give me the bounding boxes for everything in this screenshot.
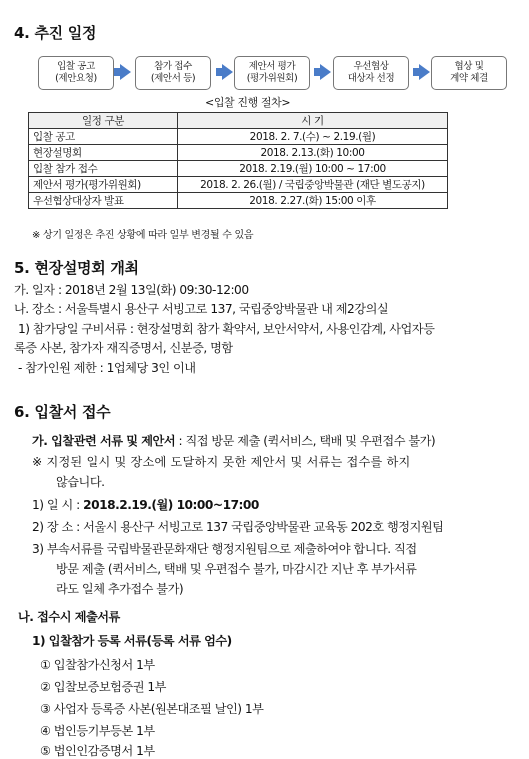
flow-step-3-line2: (평가위원회) — [246, 73, 298, 84]
schedule-table — [28, 112, 448, 209]
section6-item3-line3: 라도 일체 추가접수 불가) — [56, 582, 184, 596]
document-item: ⑤ 법인인감증명서 1부 — [40, 744, 155, 758]
table-cell: 2018. 2. 7.(수) ~ 2.19.(월) — [178, 129, 448, 145]
section6-sub1-title: 1) 입찰참가 등록 서류(등록 서류 엄수) — [32, 634, 232, 648]
table-cell: 2018. 2. 26.(월) / 국립중앙박물관 (재단 별도공지) — [178, 177, 448, 193]
section6-warning-line2: 않습니다. — [56, 475, 105, 489]
flow-step-2 — [135, 56, 211, 90]
table-row — [29, 161, 448, 177]
section6-ga-heading: 가. 입찰관련 서류 및 제안서 — [32, 434, 176, 448]
table-cell: 우선협상대상자 발표 — [29, 193, 178, 209]
table-row — [29, 129, 448, 145]
flow-step-5 — [431, 56, 507, 90]
table-cell: 2018. 2.19.(월) 10:00 ~ 17:00 — [178, 161, 448, 177]
table-cell: 2018. 2.27.(화) 15:00 이후 — [178, 193, 448, 209]
schedule-note: ※ 상기 일정은 추진 상황에 따라 일부 변경될 수 있음 — [32, 230, 254, 241]
document-item: ② 입찰보증보험증권 1부 — [40, 680, 166, 694]
document-item: ③ 사업자 등록증 사본(원본대조필 날인) 1부 — [40, 702, 264, 716]
flow-step-1-line2: (제안요청) — [55, 73, 97, 84]
flow-arrow-icon — [419, 64, 430, 80]
table-header-row — [29, 113, 448, 129]
section5-line: 록증 사본, 참가자 재직증명서, 신분증, 명함 — [14, 341, 233, 355]
table-cell: 입찰 공고 — [29, 129, 178, 145]
flow-step-4-line2: 대상자 선정 — [347, 73, 395, 84]
section5-line: - 참가인원 제한 : 1업체당 3인 이내 — [18, 361, 196, 375]
table-cell: 입찰 참가 접수 — [29, 161, 178, 177]
section4-title: 4. 추진 일정 — [14, 24, 97, 42]
document-item: ④ 법인등기부등본 1부 — [40, 724, 155, 738]
section5-line: 1) 참가당일 구비서류 : 현장설명회 참가 확약서, 보안서약서, 사용인감계, 사업자등 — [18, 322, 435, 336]
flow-step-5-line2: 계약 체결 — [450, 73, 488, 84]
section6-item2: 2) 장 소 : 서울시 용산구 서빙고로 137 국립중앙박물관 교육동 202호 행정지원팀 — [32, 520, 444, 534]
flow-arrow-icon — [222, 64, 233, 80]
flow-step-2-line2: (제안서 등) — [150, 73, 196, 84]
flow-step-3-line1: 제안서 평가 — [248, 61, 296, 72]
table-header-cell: 일정 구분 — [29, 113, 178, 129]
section6-item1 — [32, 496, 259, 513]
flow-step-2-line1: 참가 접수 — [154, 61, 192, 72]
flow-step-1 — [38, 56, 114, 90]
flow-caption: <입찰 진행 절차> — [205, 96, 291, 109]
section6-ga — [32, 432, 435, 449]
table-cell: 2018. 2.13.(화) 10:00 — [178, 145, 448, 161]
flow-step-5-line1: 협상 및 — [454, 61, 484, 72]
section6-title: 6. 입찰서 접수 — [14, 403, 111, 421]
flow-step-3 — [234, 56, 310, 90]
table-row — [29, 145, 448, 161]
flow-step-1-line1: 입찰 공고 — [57, 61, 95, 72]
section6-item3-line1: 3) 부속서류를 국립박물관문화재단 행정지원팀으로 제출하여야 합니다. 직접 — [32, 542, 417, 556]
section6-na-title: 나. 접수시 제출서류 — [18, 610, 120, 624]
section6-item3-line2: 방문 제출 (퀵서비스, 택배 및 우편접수 불가, 마감시간 지난 후 부가서류 — [56, 562, 417, 576]
section5-line: 가. 일자 : 2018년 2월 13일(화) 09:30-12:00 — [14, 283, 249, 297]
flow-arrow-icon — [320, 64, 331, 80]
section6-item1-label: 1) 일 시 : — [32, 498, 84, 512]
flow-arrow-icon — [120, 64, 131, 80]
flow-step-4 — [333, 56, 409, 90]
table-cell: 제안서 평가(평가위원회) — [29, 177, 178, 193]
table-row — [29, 177, 448, 193]
table-header-cell: 시 기 — [178, 113, 448, 129]
table-row — [29, 193, 448, 209]
section5-title: 5. 현장설명회 개최 — [14, 259, 139, 277]
section5-line: 나. 장소 : 서울특별시 용산구 서빙고로 137, 국립중앙박물관 내 제2강의실 — [14, 302, 389, 316]
section6-item1-value: 2018.2.19.(월) 10:00~17:00 — [83, 498, 259, 512]
table-cell: 현장설명회 — [29, 145, 178, 161]
flow-step-4-line1: 우선협상 — [353, 61, 389, 72]
document-item: ① 입찰참가신청서 1부 — [40, 658, 155, 672]
section6-warning-line1: ※ 지정된 일시 및 장소에 도달하지 못한 제안서 및 서류는 접수를 하지 — [32, 455, 411, 469]
section6-ga-text: : 직접 방문 제출 (퀵서비스, 택배 및 우편접수 불가) — [175, 434, 436, 448]
